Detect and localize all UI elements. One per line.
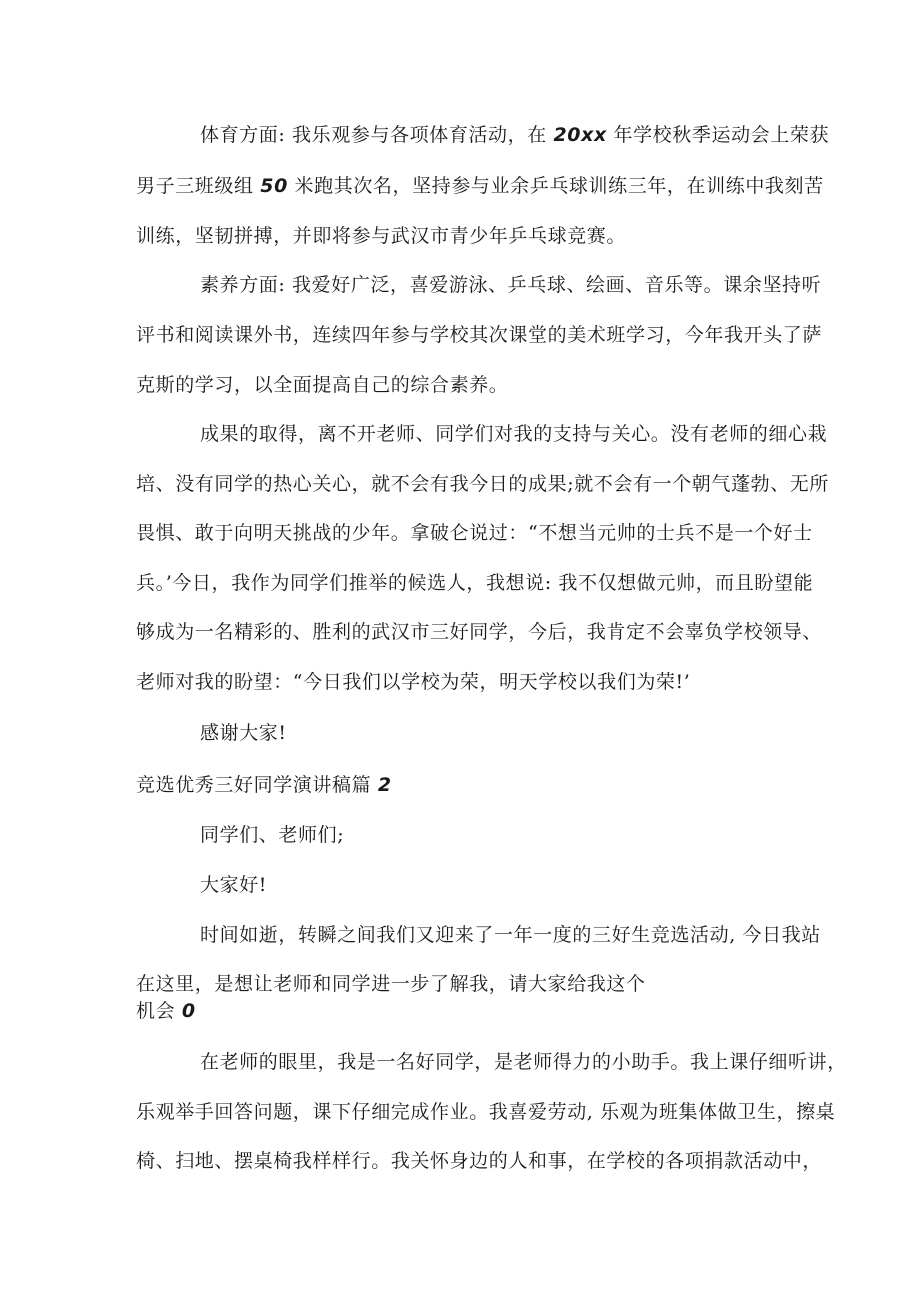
distance-text: 50 [260,175,288,197]
text-span: 素养方面: 我爱好广泛，喜爱游泳、乒乓球、绘画、音乐等。课余坚持听 [200,274,822,296]
paragraph-line [200,122,920,148]
text-span: 评书和阅读课外书，连续四年参与学校其次课堂的美术班学习，今年我开头了萨 [136,324,823,346]
heading-text: 竞选优秀三好同学演讲稿篇 [136,774,372,796]
paragraph-line [136,669,920,695]
text-span: 机会 [136,1000,176,1022]
year-text: 20xx [553,124,607,146]
text-span: 米跑其次名，坚持参与业余乒乓球训练三年，在训练中我刻苦 [294,175,824,197]
text-span: 克斯的学习，以全面提高自己的综合素养。 [136,374,509,396]
text-span: 同学们、老师们; [200,824,345,846]
heading-number: 2 [377,774,392,796]
paragraph-line [136,971,920,997]
text-span: 男子三班级组 [136,175,254,197]
paragraph-line [200,922,920,948]
section-heading [136,772,920,798]
text-span: 畏惧、敢于向明天挑战的少年。拿破仑说过：“不想当元帅的士兵不是一个好士 [136,522,813,544]
paragraph-line [136,173,920,199]
paragraph-line [136,570,920,596]
paragraph-line [136,998,920,1024]
text-span: 兵。’今日，我作为同学们推举的候选人，我想说: 我不仅想做元帅，而且盼望能 [136,572,814,594]
text-span: 时间如逝，转瞬之间我们又迎来了一年一度的三好生竞选活动, 今日我站 [200,924,821,946]
text-span: 年学校秋季运动会上荣获 [613,124,830,146]
paragraph-line [136,619,920,645]
paragraph-line [136,1148,920,1174]
paragraph-line [200,1049,920,1075]
text-span: 乐观举手回答问题，课下仔细完成作业。我喜爱劳动, 乐观为班集体做卫生，擦桌 [136,1101,836,1123]
text-span: 够成为一名精彩的、胜利的武汉市三好同学，今后，我肯定不会辜负学校领导、 [136,621,823,643]
paragraph-line [136,520,920,546]
paragraph-line [200,272,920,298]
greeting-line [200,872,920,898]
text-span: 训练，坚韧拼搏，并即将参与武汉市青少年乒乓球竞赛。 [136,225,627,247]
paragraph-line [136,223,920,249]
text-span: 成果的取得，离不开老师、同学们对我的支持与关心。没有老师的细心栽 [200,423,828,445]
closing-line [200,720,920,746]
paragraph-line [136,1099,920,1125]
text-span: 在老师的眼里，我是一名好同学，是老师得力的小助手。我上课仔细听讲， [200,1051,847,1073]
text-span: 培、没有同学的热心关心，就不会有我今日的成果;就不会有一个朝气蓬勃、无所 [136,473,830,495]
text-span: 椅、扫地、摆桌椅我样样行。我关怀身边的人和事，在学校的各项捐款活动中， [136,1150,823,1172]
text-span: 老师对我的盼望：“今日我们以学校为荣，明天学校以我们为荣!’ [136,671,691,693]
paragraph-line [200,421,920,447]
greeting-line [200,822,920,848]
text-span: 体育方面: 我乐观参与各项体育活动，在 [200,124,547,146]
text-span: 感谢大家! [200,722,287,744]
paragraph-line [136,322,920,348]
paragraph-line [136,471,920,497]
paragraph-line [136,372,920,398]
text-span: 大家好! [200,874,268,896]
text-span: 在这里，是想让老师和同学进一步了解我，请大家给我这个 [136,973,646,995]
number-text: 0 [181,1000,196,1022]
